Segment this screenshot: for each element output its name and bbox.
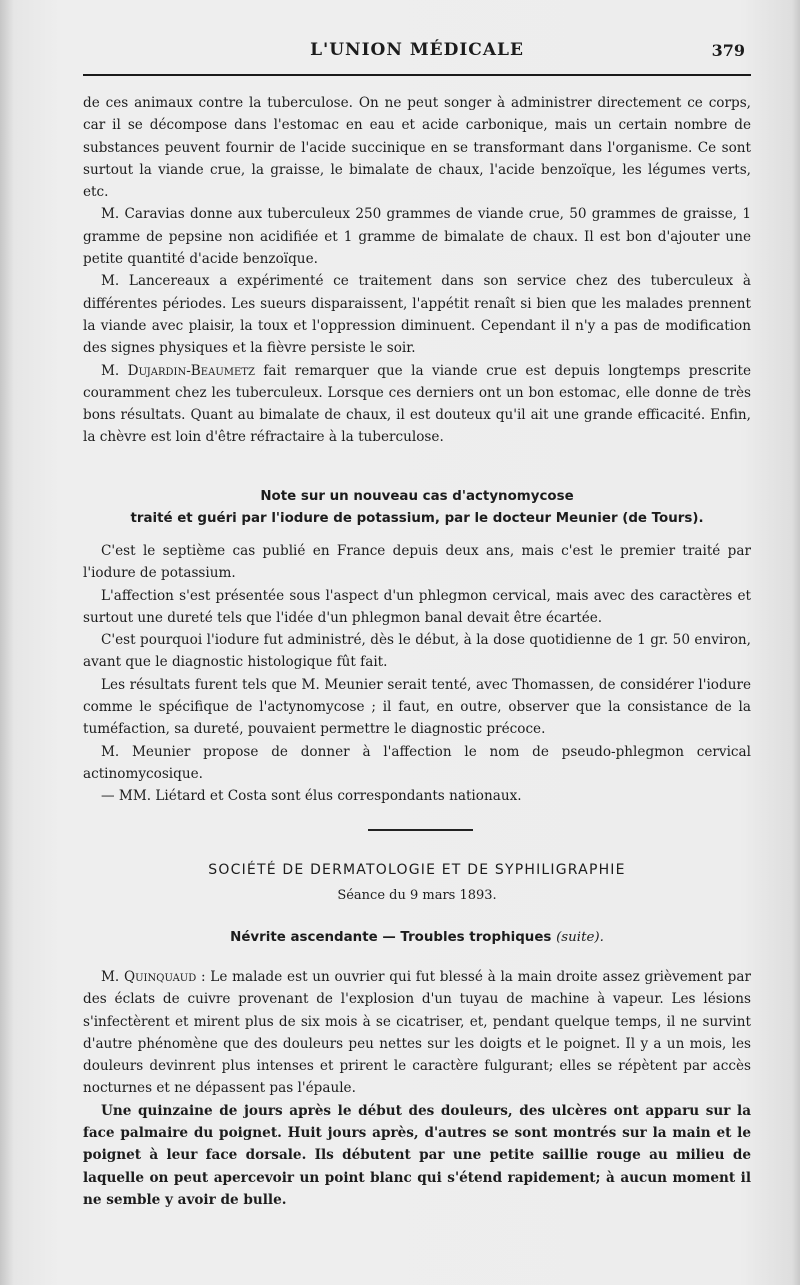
section-divider — [368, 829, 473, 831]
paragraph-text: fait remarquer que la viande crue est depuis longtemps prescrite couramment chez les tuberculeux. Lorsque ces derniers ont un bon estomac, elle donne de très bons résultats. Quant au bimalate de chaux, il est douteux qu'il ait une grande efficacité. Enfin, la chèvre est loin d'être réfractaire à la tuberculose. — [83, 362, 751, 446]
author-name: M. Dujardin-Beaumetz — [101, 362, 255, 379]
session-date: Séance du 9 mars 1893. — [337, 888, 497, 903]
running-title: L'UNION MÉDICALE — [310, 40, 524, 60]
paragraph-text: Le malade est un ouvrier qui fut blessé à la main droite assez grièvement par des éclats de cuivre provenant de l'explosion d'un tuyau de machine à vapeur. Les lésions s'infectèrent et mirent plus de six mois à se cicatriser, et, pendant quelque temps, il ne survint d'autre phénomène que des douleurs peu nettes sur les doigts et le poignet. Il y a un mois, les douleurs devinrent plus intenses et prirent le caractère fulgurant; elles se répètent par accès nocturnes et ne dépassent pas l'épaule. — [83, 969, 751, 1097]
note-text — [83, 540, 751, 808]
note-title — [83, 486, 751, 529]
author-name: M. Quinquaud : — [101, 969, 206, 985]
society-title: SOCIÉTÉ DE DERMATOLOGIE ET DE SYPHILIGRAPHIE — [208, 862, 626, 878]
paragraph: de ces animaux contre la tuberculose. On ne peut songer à administrer directement ce corps, car il se décompose dans l'estomac en eau et acide carbonique, mais un certain nombre de substances peuvent fournir de l'acide succinique en se transformant dans l'organisme. Ce sont surtout la viande crue, la graisse, le bimalate de chaux, l'acide benzoïque, les légumes verts, etc. — [83, 95, 751, 201]
subject-title-suite: (suite). — [556, 930, 604, 945]
paragraph: Une quinzaine de jours après le début des douleurs, des ulcères ont apparu sur la face palmaire du poignet. Huit jours après, d'autres se sont montrés sur la main et le poignet à leur face dorsale. Ils débutent par une petite saillie rouge au milieu de laquelle on peut apercevoir un point blanc qui s'étend rapidement; à aucun moment il ne semble y avoir de bulle. — [83, 1102, 751, 1208]
body-text — [83, 92, 751, 449]
paragraph: L'affection s'est présentée sous l'aspect d'un phlegmon cervical, mais avec des caractères et surtout une dureté tels que l'idée d'un phlegmon banal devait être écartée. — [83, 587, 751, 626]
paragraph — [83, 966, 751, 1100]
subject-title — [83, 930, 751, 945]
paragraph: M. Lancereaux a expérimenté ce traitement dans son service chez des tuberculeux à différentes périodes. Les sueurs disparaissent, l'appétit renaît si bien que les malades prennent la viande avec plaisir, la toux et l'oppression diminuent. Cependant il n'y a pas de modification des signes physiques et la fièvre persiste le soir. — [83, 273, 751, 357]
paragraph: Les résultats furent tels que M. Meunier serait tenté, avec Thomassen, de considérer l'iodure comme le spécifique de l'actynomycose ; il faut, en outre, observer que la consistance de la tuméfaction, sa dureté, pouvaient permettre le diagnostic précoce. — [83, 676, 751, 738]
page-header — [83, 36, 751, 76]
paragraph: M. Caravias donne aux tuberculeux 250 grammes de viande crue, 50 grammes de graisse, 1 gramme de pepsine non acidifiée et 1 gramme de bimalate de chaux. Il est bon d'ajouter une petite quantité d'acide benzoïque. — [83, 206, 751, 268]
society-text — [83, 966, 751, 1211]
paragraph — [83, 360, 751, 449]
page-number: 379 — [711, 41, 745, 60]
paragraph: C'est pourquoi l'iodure fut administré, dès le début, à la dose quotidienne de 1 gr. 50 environ, avant que le diagnostic histologique fût fait. — [83, 632, 751, 671]
paragraph: C'est le septième cas publié en France depuis deux ans, mais c'est le premier traité par l'iodure de potassium. — [83, 543, 751, 582]
note-title-line: Note sur un nouveau cas d'actynomycose — [260, 489, 574, 504]
header-rule — [83, 74, 751, 76]
paragraph: — MM. Liétard et Costa sont élus correspondants nationaux. — [101, 788, 522, 805]
note-title-line: traité et guéri par l'iodure de potassium, par le docteur Meunier (de Tours). — [130, 510, 704, 526]
paragraph: M. Meunier propose de donner à l'affection le nom de pseudo-phlegmon cervical actinomycosique. — [83, 743, 751, 782]
subject-title-main: Névrite ascendante — Troubles trophiques — [230, 930, 552, 945]
